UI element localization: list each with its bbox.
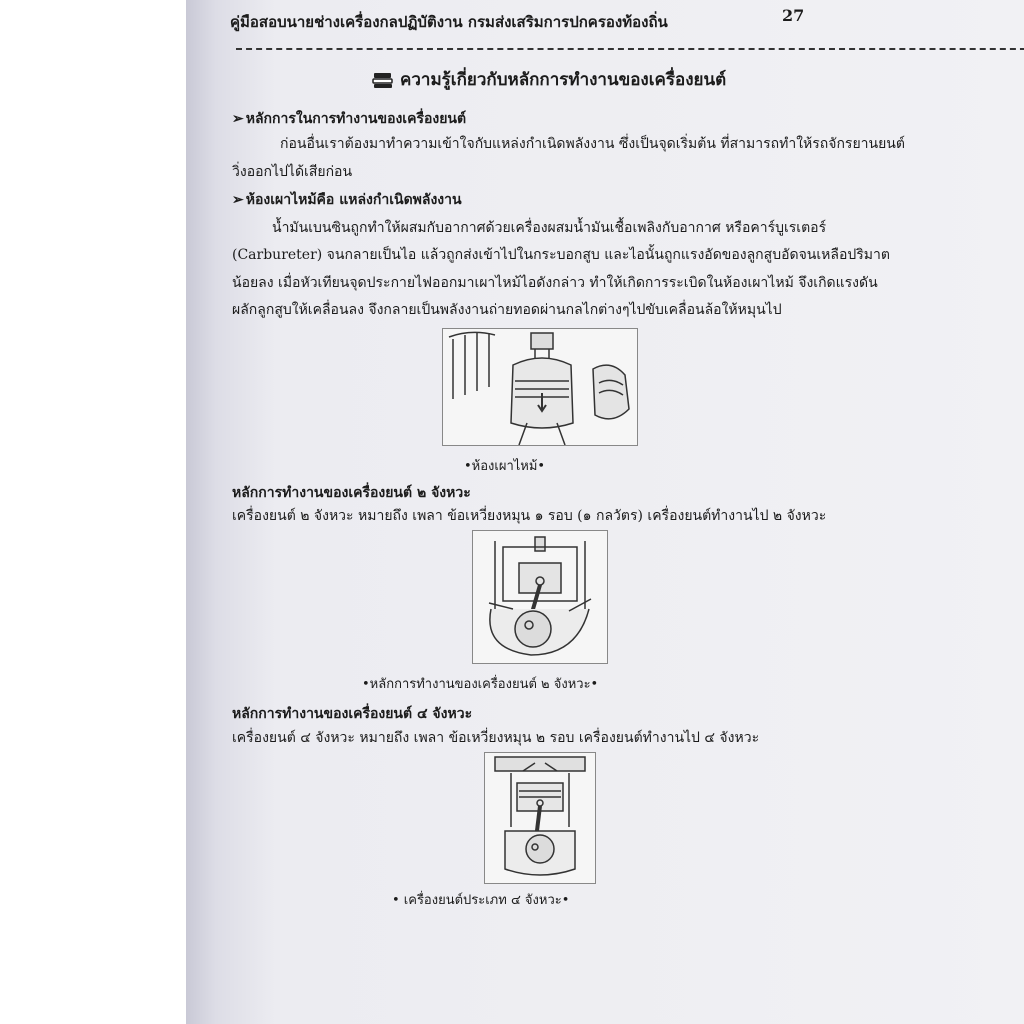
main-title-text: ความรู้เกี่ยวกับหลักการทำงานของเครื่องยนต์ <box>400 70 727 90</box>
header-divider <box>236 48 1024 50</box>
paragraph-line: เครื่องยนต์ ๒ จังหวะ หมายถึง เพลา ข้อเหวี่ยงหมุน ๑ รอบ (๑ กลวัตร) เครื่องยนต์ทำงานไป ๒ จังหวะ <box>232 508 827 524</box>
document-page <box>186 0 1024 1024</box>
paragraph-line: ก่อนอื่นเราต้องมาทำความเข้าใจกับแหล่งกำเนิดพลังงาน ซึ่งเป็นจุดเริ่มต้น ที่สามารถทำให้รถจักรยานยนต์ <box>280 136 905 152</box>
main-title <box>372 66 726 93</box>
paragraph-line: (Carbureter) จนกลายเป็นไอ แล้วถูกส่งเข้าไปในกระบอกสูบ และไอนั้นถูกแรงอัดของลูกสูบอัดจนเหลือปริมาต <box>232 247 890 263</box>
paragraph-line: น้อยลง เมื่อหัวเทียนจุดประกายไฟออกมาเผาไหม้ไอดังกล่าว ทำให้เกิดการระเบิดในห้องเผาไหม้ จึงเกิดแรงดัน <box>232 275 878 291</box>
combustion-chamber-illustration <box>442 328 638 446</box>
two-stroke-engine-illustration <box>472 530 608 664</box>
paragraph-line: ผลักลูกสูบให้เคลื่อนลง จึงกลายเป็นพลังงานถ่ายทอดผ่านกลไกต่างๆไปขับเคลื่อนล้อให้หมุนไป <box>232 302 782 318</box>
paragraph-line: วิ่งออกไปได้เสียก่อน <box>232 164 353 180</box>
left-margin <box>0 0 188 1024</box>
section-heading-four-stroke: หลักการทำงานของเครื่องยนต์ ๔ จังหวะ <box>232 706 473 722</box>
arrow-bullet-icon: ➢ <box>232 192 244 208</box>
four-stroke-engine-illustration <box>484 752 596 884</box>
figure-caption: •ห้องเผาไหม้• <box>464 459 546 474</box>
section-heading-combustion: ➢ ห้องเผาไหม้คือ แหล่งกำเนิดพลังงาน <box>232 192 462 208</box>
section-heading-principles: ➢ หลักการในการทำงานของเครื่องยนต์ <box>232 111 467 127</box>
section-heading-two-stroke: หลักการทำงานของเครื่องยนต์ ๒ จังหวะ <box>232 485 471 501</box>
figure-caption: • เครื่องยนต์ประเภท ๔ จังหวะ• <box>392 893 570 908</box>
book-stack-icon <box>372 71 394 89</box>
paragraph-line: เครื่องยนต์ ๔ จังหวะ หมายถึง เพลา ข้อเหวี่ยงหมุน ๒ รอบ เครื่องยนต์ทำงานไป ๔ จังหวะ <box>232 730 760 746</box>
running-header: คู่มือสอบนายช่างเครื่องกลปฏิบัติงาน กรมส่งเสริมการปกครองท้องถิ่น <box>230 13 668 31</box>
paragraph-line: น้ำมันเบนซินถูกทำให้ผสมกับอากาศด้วยเครื่องผสมน้ำมันเชื้อเพลิงกับอากาศ หรือคาร์บูเรเตอร์ <box>272 220 827 236</box>
figure-caption: •หลักการทำงานของเครื่องยนต์ ๒ จังหวะ• <box>362 677 599 692</box>
page-number: 27 <box>782 6 805 25</box>
arrow-bullet-icon: ➢ <box>232 111 244 127</box>
